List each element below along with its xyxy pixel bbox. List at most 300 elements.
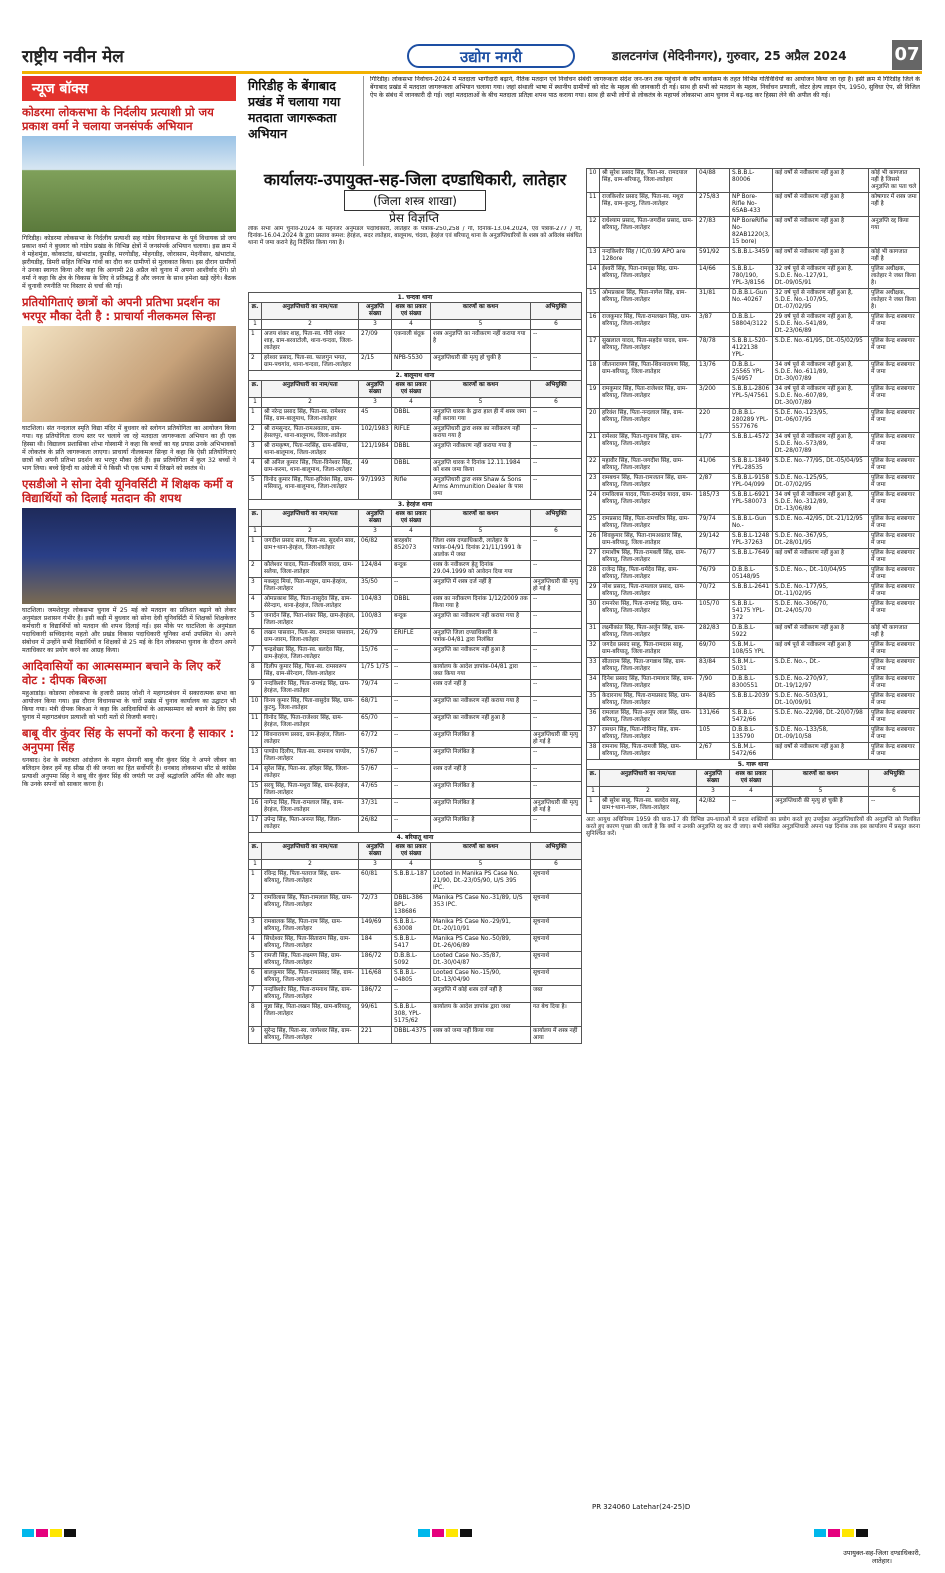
table-header-cell: अभियुक्ति — [531, 843, 582, 860]
table-cell: S.D.E. No.-270/97, Dt.-19/12/97 — [772, 675, 868, 692]
table-cell: S.B.B.L-9158 YPL-04/099 — [730, 474, 773, 491]
table-row — [587, 409, 920, 433]
table-cell: सूचनार्थ — [531, 935, 582, 952]
section-badge: उद्योग नगरी — [407, 44, 575, 68]
table-header-cell: कारणों का कथन — [772, 770, 868, 787]
table-cell: शस्त्र को जमा नहीं किया गया — [431, 1027, 531, 1044]
table-cell: S.B.B.L-5472/66 — [730, 709, 773, 726]
table-row — [587, 515, 920, 532]
table-cell: सुखलाल यादव, पिता-सहदेव यादव, ग्राम-बरियातू, जिला-लातेहार — [600, 337, 697, 361]
table-cell: पुलिस केन्द्र शस्त्रागार में जमा — [869, 726, 920, 743]
table-cell: अनुज्ञप्ति निलंबित है — [431, 782, 531, 799]
table-header-cell: कारणों का कथन — [431, 843, 531, 860]
table-cell: शस्त्र के नवीकरण हेतु दिनांक 29.04.1999 को आवेदन दिया गया — [431, 561, 531, 578]
table-cell: Rifle — [392, 476, 431, 500]
table-cell: S.B.B.L-Gun No.- — [730, 515, 773, 532]
notice-subtitle: (जिला शस्त्र शाखा) — [344, 190, 486, 211]
swatch-black — [64, 1529, 76, 1537]
table-cell: कई वर्ष पूर्व से नवीकरण नहीं हुआ है — [772, 641, 868, 658]
table-cell: 1 — [249, 408, 262, 425]
table-cell: S.B.B.L-2641 — [730, 583, 773, 600]
table-cell: 68/71 — [359, 697, 392, 714]
table-row — [249, 952, 582, 969]
pr-number: PR 324060 Latehar(24-25)D — [592, 1503, 691, 1511]
table-row — [587, 248, 920, 265]
table-cell: 3/200 — [697, 385, 730, 409]
table-cell: 220 — [697, 409, 730, 433]
table-col-number: 5 — [431, 527, 531, 537]
table-cell: श्री रामकृष्ण, पिता-नरसिंह, ग्राम-बसिया, थाना-बालूमाथ, जिला-लातेहार — [262, 442, 359, 459]
table-row — [249, 765, 582, 782]
table-cell: 9 — [249, 1027, 262, 1044]
table-header-cell: अनुज्ञप्ति संख्या — [359, 510, 392, 527]
table-row — [249, 731, 582, 748]
table-cell: कई वर्षों से नवीकरण नहीं हुआ है — [772, 169, 868, 193]
table-col-number: 5 — [431, 320, 531, 330]
table-row — [587, 583, 920, 600]
table-cell: 100/83 — [359, 612, 392, 629]
table-row — [587, 726, 920, 743]
table-cell: S.B.M.L-5472/66 — [730, 743, 773, 760]
table-cell: 8 — [249, 1003, 262, 1027]
table-cell: S.D.E. No.-177/95, Dt.-11/02/95 — [772, 583, 868, 600]
table-cell: नन्दकिशोर सिंह / IC/0.99 APO are 128ore — [600, 248, 697, 265]
table-col-number: 3 — [359, 860, 392, 870]
table-cell: 16 — [587, 313, 600, 337]
table-cell: 57/67 — [359, 748, 392, 765]
table-cell: -- — [531, 354, 582, 371]
table-cell: -- — [531, 612, 582, 629]
table-col-number: 3 — [359, 527, 392, 537]
table-cell: 3 — [249, 442, 262, 459]
table-header-cell: अभियुक्ति — [869, 770, 920, 787]
table-cell: रामविलास यादव, पिता-रामदेव यादव, ग्राम-बरियातू, जिला-लातेहार — [600, 491, 697, 515]
table-row — [249, 1027, 582, 1044]
table-cell: चन्द्रशेखर सिंह, पिता-स्व. बलदेव सिंह, ग्राम-हेरहंज, जिला-लातेहार — [262, 646, 359, 663]
table-col-number: 2 — [262, 527, 359, 537]
table-cell: 3 — [249, 578, 262, 595]
table-cell: 124/84 — [359, 561, 392, 578]
table-cell: 79/74 — [697, 515, 730, 532]
table-cell: 5 — [249, 476, 262, 500]
table-cell: सूचनार्थ — [531, 952, 582, 969]
table-row — [587, 433, 920, 457]
news-box-heading: न्यूज बॉक्स — [22, 76, 236, 101]
table-cell: पुलिस केन्द्र शस्त्रागार में जमा — [869, 583, 920, 600]
table-cell: पुलिस अधीक्षक, लातेहार ने जब्त किया है। — [869, 289, 920, 313]
table-cell: पुलिस केन्द्र शस्त्रागार में जमा — [869, 532, 920, 549]
table-cell: 34 वर्ष पूर्व से नवीकरण नहीं हुआ है, S.D.E. No.-312/89, Dt.-13/06/89 — [772, 491, 868, 515]
table-cell: 13 — [587, 248, 600, 265]
table-cell: -- — [531, 782, 582, 799]
table-cell: -- — [531, 425, 582, 442]
table-cell: S.D.E. No.-306/70, Dt.-24/05/70 — [772, 600, 868, 624]
table-row — [249, 894, 582, 918]
table-cell: लखन पासवान, पिता-स्व. रामदास पासवान, ग्राम-जारम, जिला-लातेहार — [262, 629, 359, 646]
table-cell: कोई भी कागजात नहीं है जिससे अनुज्ञप्ति का पता चले — [869, 169, 920, 193]
table-cell: 10 — [249, 697, 262, 714]
table-cell: राधेश्याम प्रसाद, पिता-जगदीश प्रसाद, ग्राम-बरियातू, जिला-लातेहार — [600, 217, 697, 248]
table-cell: रामविलास सिंह, पिता-रामलाल सिंह, ग्राम-बरियातू, जिला-लातेहार — [262, 894, 359, 918]
table-cell: 47/65 — [359, 782, 392, 799]
table-cell: 282/83 — [697, 624, 730, 641]
table-cell: 19 — [587, 385, 600, 409]
table-cell: D.B.B.L-5092 — [392, 952, 431, 969]
table-cell: 35/50 — [359, 578, 392, 595]
table-header-cell: अनुज्ञप्ति संख्या — [697, 770, 730, 787]
table-cell: -- — [531, 476, 582, 500]
table-cell: पुलिस केन्द्र शस्त्रागार में जमा — [869, 566, 920, 583]
table-row — [587, 457, 920, 474]
table-cell: -- — [531, 714, 582, 731]
swatch-magenta — [36, 1529, 48, 1537]
table-cell: पुलिस केन्द्र शस्त्रागार में जमा — [869, 385, 920, 409]
table-cell: 26 — [587, 532, 600, 549]
table-cell: पाण्डेय दिलीप, पिता-स्व. रामनाथ पाण्डेय, जिला-लातेहार — [262, 748, 359, 765]
table-cell: 17 — [587, 337, 600, 361]
table-cell: D.B.B.L-280289 YPL-5577676 — [730, 409, 773, 433]
table-col-number: 4 — [392, 527, 431, 537]
story-3-photo — [22, 508, 236, 604]
table-cell: 31 — [587, 624, 600, 641]
story-1-headline: कोडरमा लोकसभा के निर्दलीय प्रत्याशी प्रो जय प्रकाश वर्मा ने चलाया जनसंपर्क अभियान — [22, 105, 214, 133]
swatch-magenta-2 — [432, 1529, 444, 1537]
table-col-number: 1 — [249, 860, 262, 870]
table-cell: 29 — [587, 583, 600, 600]
table-cell: 15 — [249, 782, 262, 799]
table-row — [587, 385, 920, 409]
table-cell: S.B.M.L-5031 — [730, 658, 773, 675]
table-cell: नन्दकिशोर सिंह, पिता-रामनाथ सिंह, ग्राम-बरियातू, जिला-लातेहार — [262, 986, 359, 1003]
table-row — [249, 578, 582, 595]
table-cell: 2/87 — [697, 474, 730, 491]
table-cell: 79/74 — [359, 680, 392, 697]
table-cell: 99/61 — [359, 1003, 392, 1027]
table-cell: नरेश प्रसाद, पिता-रामलाल प्रसाद, ग्राम-बरियातू, जिला-लातेहार — [600, 583, 697, 600]
table-col-number: 2 — [262, 398, 359, 408]
table-row — [249, 748, 582, 765]
table-cell: अनुज्ञप्तिधारी की मृत्यु हो गई है — [531, 731, 582, 748]
notice-table-right — [586, 168, 920, 838]
table-cell: नागेन्द्र सिंह, पिता-रामलाल सिंह, ग्राम-हेरहंज, जिला-लातेहार — [262, 799, 359, 816]
table-cell: 105 — [697, 726, 730, 743]
table-col-number: 6 — [531, 320, 582, 330]
table-row — [587, 692, 920, 709]
table-cell: 65/70 — [359, 714, 392, 731]
table-cell: -- — [531, 595, 582, 612]
table-cell: 04/88 — [697, 169, 730, 193]
table-cell: ओमप्रकाश सिंह, पिता-वासुदेव सिंह, ग्राम-सेरेन्दाग, थाना-हेरहंज, जिला-लातेहार — [262, 595, 359, 612]
table-cell: 37 — [587, 726, 600, 743]
masthead-rule — [22, 71, 922, 74]
table-cell: Looted Case No.-35/87, Dt.-30/04/87 — [431, 952, 531, 969]
table-cell: -- — [392, 680, 431, 697]
table-cell: 42/82 — [697, 797, 730, 814]
table-cell: -- — [392, 646, 431, 663]
table-cell: -- — [392, 816, 431, 833]
notice-footer-text: अतः आयुध अधिनियम 1959 की धारा-17 की विभिन्न उप-धाराओं में प्रदत्त शक्तियों का प्रयोग करते हुए उपर्युक्त अनुज्ञप्तिधारियों की अनुज्ञप्ति को निलंबित करते हुए कारण पृच्छा की जाती है कि क्यों न उनकी अनुज्ञप्ति रद्द कर दी जाए। सभी संबंधित अनुज्ञप्तिधारी अपना पक्ष दिनांक तक इस कार्यालय में प्रस्तुत करना सुनिश्चित करें। — [586, 817, 920, 837]
table-cell: NP Bore-Rifle No-65AB-433 — [730, 193, 773, 217]
table-cell: पुलिस केन्द्र शस्त्रागार में जमा — [869, 361, 920, 385]
table-cell: 31/81 — [697, 289, 730, 313]
table-cell: अनुज्ञप्तिधारी की मृत्यु हो चुकी है — [431, 354, 531, 371]
table-cell: अनुज्ञप्ति धारक के द्वारा हाल ही में शस्त्र जमा नहीं कराया गया — [431, 408, 531, 425]
table-cell: S.D.E. No.-, Dt.-10/04/95 — [772, 566, 868, 583]
table-cell: 22 — [587, 457, 600, 474]
table-cell: जगदीश प्रसाद साव, पिता-स्व. सुदर्शन साव, ग्राम+थाना-हेरहंज, जिला-लातेहार — [262, 537, 359, 561]
table-cell: 26/82 — [359, 816, 392, 833]
table-cell: 3/87 — [697, 313, 730, 337]
table-cell: बन्दूक — [392, 612, 431, 629]
table-cell: विनय कुमार सिंह, पिता-वासुदेव सिंह, ग्राम-कुटमु, जिला-लातेहार — [262, 697, 359, 714]
table-cell: 1 — [587, 797, 600, 814]
table-header-cell: कारणों का कथन — [431, 303, 531, 320]
table-cell: 45 — [359, 408, 392, 425]
story-4-body: महुआडांड़। कोडरमा लोकसभा के हजारी प्रसाद जोशी ने महागठबंधन में सकारात्मक सभा का आयोजन किया गया। इस दौरान विधानसभा के चारों प्रखंड में चुनाव कार्यालय का उद्घाटन भी किया गया। मंत्री दीपक बिरुआ ने कहा कि आदिवासियों के आत्मसम्मान को बचाने के लिए इस चुनाव में महागठबंधन प्रत्याशी को भारी मतों से विजयी बनाएं। — [22, 690, 236, 721]
table-cell: -- — [531, 697, 582, 714]
table-cell: दिलीप कुमार सिंह, पिता-स्व. रामस्वरूप सिंह, ग्राम-सेरेन्दाग, जिला-लातेहार — [262, 663, 359, 680]
story-3-body: घाटशिला। जमशेदपुर लोकसभा चुनाव में 25 मई को मतदान का प्रतिशत बढ़ाने को लेकर अनुमंडल प्रशासन गंभीर है। इसी कड़ी में बुधवार को सोना देवी यूनिवर्सिटी में शिक्षकों शिक्षकेत्तर कर्मचारी व विद्यार्थियों को मतदान की शपथ दिलाई गई। इस मौके पर घाटशिला के अनुमंडल पदाधिकारी सच्चिदानंद महतो और प्रखंड विकास पदाधिकारी यूनिका शर्मा उपस्थित थे। अपने संबोधन में उन्होंने सभी विद्यार्थियों व शिक्षकों से 25 मई के दिन लोकसभा चुनाव के दौरान अपने मताधिकार का प्रयोग करने का आग्रह किया। — [22, 607, 236, 654]
table-cell: -- — [392, 663, 431, 680]
table-cell: जनार्दन सिंह, पिता-शंकर सिंह, ग्राम-हेरहंज, जिला-लातेहार — [262, 612, 359, 629]
table-cell: 27/09 — [359, 330, 392, 354]
table-cell: 34 — [587, 675, 600, 692]
table-cell: कार्यालय में शस्त्र नहीं आया — [531, 1027, 582, 1044]
table-section-label: 2. बालूमाथ थाना — [249, 371, 582, 381]
table-header-cell: अनुज्ञप्तिधारी का नाम/पता — [262, 381, 359, 398]
table-cell: अनुज्ञप्ति निलंबित है — [431, 816, 531, 833]
table-cell: 83/84 — [697, 658, 730, 675]
table-header-cell: शस्त्र का प्रकार एवं संख्या — [392, 303, 431, 320]
table-cell: 591/92 — [697, 248, 730, 265]
swatch-yellow — [50, 1529, 62, 1537]
table-cell: S.B.B.L-54175 YPL-372 — [730, 600, 773, 624]
table-cell: पुलिस केन्द्र शस्त्रागार में जमा — [869, 433, 920, 457]
table-cell: सिध्देश्वर सिंह, पिता-सिताराम सिंह, ग्राम-बरियातू, जिला-लातेहार — [262, 935, 359, 952]
table-cell: Manika PS Case No.-31/89, U/S 353 IPC. — [431, 894, 531, 918]
table-col-number: 3 — [359, 320, 392, 330]
table-row — [587, 265, 920, 289]
table-row — [249, 918, 582, 935]
table-row — [249, 442, 582, 459]
table-cell: -- — [392, 697, 431, 714]
table-cell: महावीर सिंह, पिता-जगदीश सिंह, ग्राम-बरियातू, जिला-लातेहार — [600, 457, 697, 474]
table-cell: कई वर्षों से नवीकरण नहीं हुआ है — [772, 193, 868, 217]
table-cell: पुलिस केन्द्र शस्त्रागार में जमा — [869, 337, 920, 361]
table-cell: D.B.B.L-25565 YPL-5/4957 — [730, 361, 773, 385]
table-row — [587, 709, 920, 726]
table-cell: कार्यालय के आदेश ज्ञापांक-04/81 द्वारा जब्त किया गया — [431, 663, 531, 680]
table-cell: पुलिस केन्द्र शस्त्रागार में जमा — [869, 515, 920, 532]
table-col-number: 3 — [697, 787, 730, 797]
table-cell: -- — [392, 799, 431, 816]
table-cell: रामधन सिंह, पिता-गोविन्द सिंह, ग्राम-बरियातू, जिला-लातेहार — [600, 726, 697, 743]
table-cell: 37/31 — [359, 799, 392, 816]
table-cell: DBBL — [392, 595, 431, 612]
table-header-cell: शस्त्र का प्रकार एवं संख्या — [392, 381, 431, 398]
table-cell: S.B.B.L-2039 — [730, 692, 773, 709]
table-cell: 275/83 — [697, 193, 730, 217]
table-row — [587, 217, 920, 248]
table-cell: कोई भी कागजात नहीं है — [869, 624, 920, 641]
table-row — [249, 714, 582, 731]
table-row — [249, 1003, 582, 1027]
table-cell: जिला शस्त्र दण्डाधिकारी, लातेहार के पत्रांक-04/91 दिनांक 21/11/1991 के आलोक में जब्त — [431, 537, 531, 561]
table-header-cell: अनुज्ञप्ति संख्या — [359, 303, 392, 320]
table-cell: 76/79 — [697, 566, 730, 583]
table-header-cell: अनुज्ञप्ति संख्या — [359, 381, 392, 398]
table-cell: जगदेव प्रसाद साहू, पिता-रामदास साहू, ग्राम-बरियातू, जिला-लातेहार — [600, 641, 697, 658]
table-cell: S.B.B.L-1248 YPL-37263 — [730, 532, 773, 549]
table-cell: विनोद सिंह, पिता-राजेश्वर सिंह, ग्राम-हेरहंज, जिला-लातेहार — [262, 714, 359, 731]
table-cell: DBBL-4375 — [392, 1027, 431, 1044]
table-cell: एकनाली बंदूक — [392, 330, 431, 354]
table-cell: जीतनारायण सिंह, पिता-शिवनारायण सिंह, ग्राम-बरियातू, जिला-लातेहार — [600, 361, 697, 385]
table-cell: S.D.E. No.-61/95, Dt.-05/02/95 — [772, 337, 868, 361]
table-cell: -- — [531, 663, 582, 680]
table-cell: अनुज्ञप्ति का नवीकरण नहीं हुआ है — [431, 714, 531, 731]
table-cell: अनुज्ञप्तिधारी द्वारा शस्त्र Shaw & Sons Arms Ammunition Dealer के पास जमा — [431, 476, 531, 500]
table-cell: 60/81 — [359, 870, 392, 894]
table-header-cell: क्र. — [249, 381, 262, 398]
table-cell: -- — [531, 629, 582, 646]
table-row — [587, 491, 920, 515]
table-cell: -- — [392, 731, 431, 748]
table-cell: कोई भी कागजात नहीं है — [869, 248, 920, 265]
table-cell: S.B.B.L-4572 — [730, 433, 773, 457]
table-cell: कोषागार में शस्त्र जमा नहीं है — [869, 193, 920, 217]
table-cell: 84/85 — [697, 692, 730, 709]
table-cell: गत बेच दिया है। — [531, 1003, 582, 1027]
table-cell: 27 — [587, 549, 600, 566]
table-cell: S.B.B.L-520-4122138 YPL- — [730, 337, 773, 361]
table-cell: 5 — [249, 612, 262, 629]
table-cell: 18 — [587, 361, 600, 385]
notice-press-release: प्रेस विज्ञप्ति — [389, 211, 439, 225]
table-cell: श्री रामसुन्दर, पिता-रामअवतार, ग्राम-हेसलपुर, थाना-बालूमाथ, जिला-लातेहार — [262, 425, 359, 442]
table-cell: D.B.B.L-135790 — [730, 726, 773, 743]
table-cell: पुलिस केन्द्र शस्त्रागार में जमा — [869, 549, 920, 566]
table-cell: अनुज्ञप्तिधारी द्वारा शस्त्र का नवीकरण नहीं कराया गया है — [431, 425, 531, 442]
table-cell: अनुज्ञप्ति का नवीकरण नहीं कराया गया है — [431, 697, 531, 714]
table-cell: पुलिस केन्द्र शस्त्रागार में जमा — [869, 600, 920, 624]
table-row — [249, 629, 582, 646]
color-bar — [22, 1522, 922, 1534]
table-cell: D.B.B.L-05148/95 — [730, 566, 773, 583]
table-header-cell: अभियुक्ति — [531, 510, 582, 527]
table-cell: 105/70 — [697, 600, 730, 624]
story-2-body: घाटशिला। संत नन्दलाल स्मृति विद्या मंदिर में बुधवार को स्लोगन प्रतियोगिता का आयोजन किया गया। यह प्रतियोगिता राज्य स्तर पर चलाये जा रहे मतदाता जागरूकता अभियान का ही एक हिस्सा थी। विद्यालय प्रशासिका शोभा गोस्वामी ने कहा कि बच्चों का यह प्रयास उनके अभिभावकों में लोकतंत्र के प्रति जागरूकता लाएगा। प्राचार्या नीलकमल सिन्हा ने कहा कि ऐसी प्रतियोगिताएं छात्रों को अपनी प्रतिभा प्रदर्शन का भरपूर मौका देती हैं। इस प्रतियोगिता में कुल 32 बच्चों ने भाग लिया। बच्चे हिन्दी या अंग्रेजी में ये किसी भी एक भाषा में लिखने को स्वतंत्र थे। — [22, 425, 236, 472]
table-cell: DBBL — [392, 459, 431, 476]
table-col-number: 2 — [262, 860, 359, 870]
table-row — [587, 641, 920, 658]
table-cell: -- — [392, 986, 431, 1003]
table-cell: रामाशीष सिंह, पिता-रामबली सिंह, ग्राम-बरियातू, जिला-लातेहार — [600, 549, 697, 566]
table-header-cell: क्र. — [249, 303, 262, 320]
table-cell: मुन्ना सिंह, पिता-लखन सिंह, ग्राम-बरियातू, जिला-लातेहार — [262, 1003, 359, 1027]
story-5-headline: बाबू वीर कुंवर सिंह के सपनों को करना है साकार : अनुपमा सिंह — [22, 726, 235, 754]
table-cell: 67/72 — [359, 731, 392, 748]
table-cell: 69/70 — [697, 641, 730, 658]
table-cell: -- — [531, 442, 582, 459]
table-cell: अनुज्ञप्तिधारी की मृत्यु हो गई है — [531, 799, 582, 816]
table-header-cell: अनुज्ञप्तिधारी का नाम/पता — [262, 843, 359, 860]
notice-table — [248, 292, 582, 1044]
table-cell: 7 — [249, 986, 262, 1003]
table-cell: 41/06 — [697, 457, 730, 474]
table-cell: रामजी सिंह, पिता-लक्ष्मण सिंह, ग्राम-बरियातू, जिला-लातेहार — [262, 952, 359, 969]
table-row — [249, 459, 582, 476]
table-cell: 104/83 — [359, 595, 392, 612]
table-row — [249, 680, 582, 697]
table-cell: उपेन्द्र सिंह, पिता-अनन्त सिंह, जिला-लातेहार — [262, 816, 359, 833]
table-row — [587, 193, 920, 217]
table-cell: पुलिस केन्द्र शस्त्रागार में जमा — [869, 743, 920, 760]
table-cell: सुरेन्द्र सिंह, पिता-स्व. जागेश्वर सिंह, ग्राम-बरियातू, जिला-लातेहार — [262, 1027, 359, 1044]
table-cell: पुलिस केन्द्र शस्त्रागार में जमा — [869, 474, 920, 491]
table-row — [249, 870, 582, 894]
notice-signature: उपायुक्त-सह-जिला दण्डाधिकारी, लातेहार। — [843, 1549, 921, 1565]
table-col-number: 5 — [431, 398, 531, 408]
table-header-cell: अभियुक्ति — [531, 381, 582, 398]
table-cell: नन्दकिशोर सिंह, पिता-रामचंद्र सिंह, ग्राम-हेरहंज, जिला-लातेहार — [262, 680, 359, 697]
table-header-cell: अनुज्ञप्तिधारी का नाम/पता — [262, 303, 359, 320]
page-number: 07 — [892, 40, 922, 70]
table-cell: 2/15 — [359, 354, 392, 371]
table-cell: 17 — [249, 816, 262, 833]
table-row — [587, 361, 920, 385]
table-col-number: 6 — [531, 398, 582, 408]
table-cell: S.D.E. No.-125/95, Dt.-07/02/95 — [772, 474, 868, 491]
table-cell: अनुज्ञप्ति का नवीकरण नहीं कराया गया है — [431, 612, 531, 629]
table-row — [587, 474, 920, 491]
table-cell: पुलिस केन्द्र शस्त्रागार में जमा — [869, 409, 920, 433]
table-header-cell: क्र. — [249, 843, 262, 860]
table-cell: S.D.E. No.-22/98, Dt.-20/07/98 — [772, 709, 868, 726]
swatch-magenta-3 — [828, 1529, 840, 1537]
table-row — [249, 663, 582, 680]
table-cell: शस्त्र का नवीकरण दिनांक 1/12/2009 तक किया गया है — [431, 595, 531, 612]
table-cell: 35 — [587, 692, 600, 709]
table-cell: 32 — [587, 641, 600, 658]
table-cell: शस्त्र दर्ज नहीं है — [431, 680, 531, 697]
table-cell: 78/78 — [697, 337, 730, 361]
table-row — [587, 289, 920, 313]
notice-intro: लोक सभा आम चुनाव-2024 के मद्देनजर अनुमंडल पदाधिकारी, लातेहार के पत्रांक-250,258 / गो, दिनांक-13.04.2024, एवं पत्रांक-277 / गो, दिनांक-16.04.2024 के द्वारा प्रस्ताव कमश: हेरहंज, सदर लातेहार, बालूमाथ, चंदवा, हेरहंज एवं बरियातू थाना के अनुज्ञप्तिधारियों के शस्त्र को अविलंब संबंधित थाना में जमा कराने हेतु निर्देशित किया गया है। — [248, 226, 582, 247]
table-header-cell: कारणों का कथन — [431, 510, 531, 527]
story-5-body: धनबाद। देश के स्वतंत्रता आंदोलन के महान सेनानी बाबू वीर कुंवर सिंह ने अपने जीवन का बलिदान देकर हमें यह सीख दी की जनता का हित सर्वोपरि है। धनबाद लोकसभा सीट से कांग्रेस प्रत्याशी अनुपमा सिंह ने बाबू वीर कुंवर सिंह की जयंती पर उन्हें श्रद्धांजलि अर्पित की और कहा कि उनके सपनों को साकार करना है। — [22, 757, 236, 788]
table-cell: D.B.B.L-8300551 — [730, 675, 773, 692]
giridih-body: गिरिडीह। लोकसभा निर्वाचन-2024 में मतदाता भागीदारी बढ़ाने, नैतिक मतदान एवं निर्वाचन संबंधी जागरूकता संदेश जन-जन तक पहुंचाने के स्वीप कार्यक्रम के तहत विभिन्न गतिविधियों का आयोजन किया जा रहा है। इसी क्रम में गिरिडीह जिले के बेंगाबाद प्रखंड में मतदाता जागरूकता अभियान चलाया गया। जहां संथाली भाषा में स्थानीय ग्रामीणों को वोट के महत्व की जानकारी दी गई। साथ ही सभी को मतदान के महत्व, निर्वाचन प्रणाली, वोटर हेल्प लाइन ऐप, 1950, सुविधा ऐप, सी विजिल ऐप के संबंध में जानकारी दी गई। जहां मतदाताओं के बीच मतदाता प्रतिज्ञा शपथ पाठ कराया गया। साथ ही सभी लोगों से लोकतंत्र के महापर्व लोकसभा आम चुनाव में बढ़-चढ़ कर हिस्सा लेने की अपील की गई। — [370, 76, 920, 99]
table-cell: 8 — [249, 663, 262, 680]
table-cell: S.B.B.L-3459 — [730, 248, 773, 265]
table-cell: शस्त्र अनुज्ञप्ति का नवीकरण नहीं कराया गया है — [431, 330, 531, 354]
table-cell: 15 — [587, 289, 600, 313]
table-cell: श्री नरेन्द्र प्रसाद सिंह, पिता-स्व. रामेश्वर सिंह, ग्राम-बालूमाथ, जिला-लातेहार — [262, 408, 359, 425]
table-cell: केदारनाथ सिंह, पिता-रामप्रसाद सिंह, ग्राम-बरियातू, जिला-लातेहार — [600, 692, 697, 709]
table-cell: -- — [531, 816, 582, 833]
table-cell: 11 — [587, 193, 600, 217]
table-header-cell: शस्त्र का प्रकार एवं संख्या — [392, 510, 431, 527]
table-cell: 23 — [587, 474, 600, 491]
table-cell: पुलिस केन्द्र शस्त्रागार में जमा — [869, 709, 920, 726]
table-cell: Looted in Manika PS Case No. 21/90, Dt.-23/05/90, U/S 395 IPC. — [431, 870, 531, 894]
table-cell: D.B.B.L-5922 — [730, 624, 773, 641]
table-cell: 1 — [249, 330, 262, 354]
table-section-label: 5. गारू थाना — [587, 760, 920, 770]
table-cell: रविन्द्र सिंह, पिता-पतराज सिंह, ग्राम-बरियातू, जिला-लातेहार — [262, 870, 359, 894]
table-cell: 32 वर्ष पूर्व से नवीकरण नहीं हुआ है, S.D.E. No.-107/95, Dt.-07/02/95 — [772, 289, 868, 313]
